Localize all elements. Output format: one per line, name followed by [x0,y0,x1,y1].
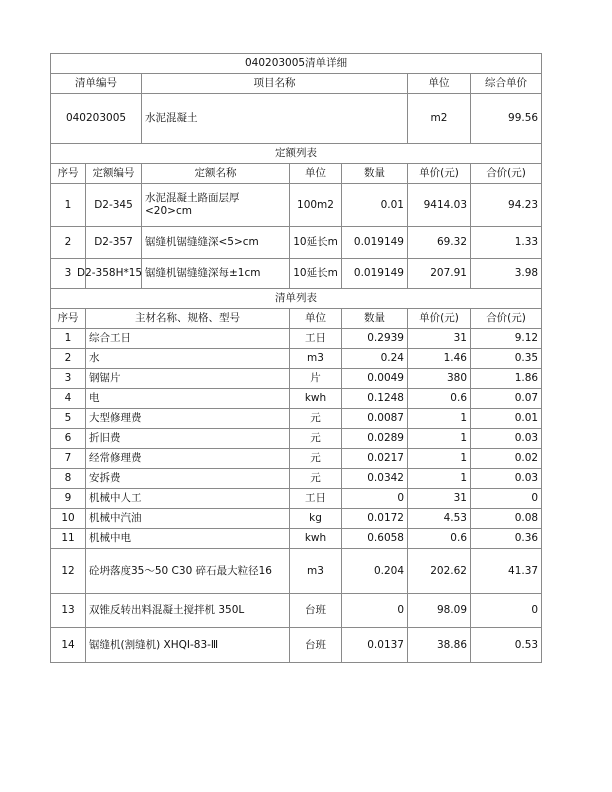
material-qty: 0 [342,489,408,509]
material-header-qty: 数量 [342,309,408,329]
quota-total: 3.98 [471,259,542,289]
material-qty: 0.0217 [342,449,408,469]
material-no: 5 [51,409,86,429]
material-total: 9.12 [471,329,542,349]
material-row [51,329,542,349]
material-qty: 0.0289 [342,429,408,449]
quota-header-total: 合价(元) [471,164,542,184]
material-qty: 0.0087 [342,409,408,429]
material-unit-price: 1 [408,409,471,429]
material-name: 钢锯片 [86,369,290,389]
material-no: 12 [51,549,86,594]
material-unit: 片 [290,369,342,389]
quota-code: D2-357 [86,227,142,259]
material-qty: 0.0342 [342,469,408,489]
material-no: 4 [51,389,86,409]
quota-code: D2-345 [86,184,142,227]
quota-header-no: 序号 [51,164,86,184]
header-item-name: 项目名称 [142,74,408,94]
quota-name: 锯缝机锯缝缝深<5>cm [142,227,290,259]
item-price: 99.56 [471,94,542,144]
material-unit: 台班 [290,628,342,663]
material-unit: kg [290,509,342,529]
material-unit-price: 1 [408,449,471,469]
header-item-price: 综合单价 [471,74,542,94]
quota-row [51,184,542,227]
material-total: 0.08 [471,509,542,529]
material-name: 机械中电 [86,529,290,549]
material-name: 综合工日 [86,329,290,349]
quota-header-qty: 数量 [342,164,408,184]
material-name: 水 [86,349,290,369]
material-total: 0.03 [471,469,542,489]
quota-header-code: 定额编号 [86,164,142,184]
material-unit: 工日 [290,329,342,349]
material-unit: 元 [290,449,342,469]
header-item-code: 清单编号 [51,74,142,94]
material-row [51,529,542,549]
item-unit: m2 [408,94,471,144]
quota-row [51,227,542,259]
material-header-total: 合价(元) [471,309,542,329]
material-unit-price: 202.62 [408,549,471,594]
material-total: 0 [471,594,542,628]
material-row [51,549,542,594]
material-row [51,429,542,449]
material-qty: 0.0137 [342,628,408,663]
quota-unit-price: 9414.03 [408,184,471,227]
quota-no: 3 [51,259,86,289]
material-qty: 0.0172 [342,509,408,529]
material-unit: kwh [290,389,342,409]
quota-qty: 0.019149 [342,227,408,259]
material-qty: 0.6058 [342,529,408,549]
item-code: 040203005 [51,94,142,144]
material-no: 2 [51,349,86,369]
material-unit-price: 0.6 [408,529,471,549]
header-item-unit: 单位 [408,74,471,94]
material-row [51,369,542,389]
quota-unit-price: 207.91 [408,259,471,289]
quota-code: D2-358H*15 [86,259,142,289]
material-unit-price: 31 [408,489,471,509]
material-name: 机械中汽油 [86,509,290,529]
quota-header-name: 定额名称 [142,164,290,184]
item-row [51,94,542,144]
material-unit: 元 [290,469,342,489]
material-unit-price: 98.09 [408,594,471,628]
material-total: 1.86 [471,369,542,389]
material-unit: 元 [290,409,342,429]
quota-qty: 0.019149 [342,259,408,289]
material-total: 0.07 [471,389,542,409]
material-name: 大型修理费 [86,409,290,429]
material-header-no: 序号 [51,309,86,329]
material-total: 0.35 [471,349,542,369]
quota-unit: 10延长m [290,259,342,289]
page-title: 040203005清单详细 [51,54,542,74]
material-qty: 0.0049 [342,369,408,389]
material-name: 砼坍落度35～50 C30 碎石最大粒径16 [86,549,290,594]
quota-header-row [51,164,542,184]
material-qty: 0 [342,594,408,628]
item-header-row [51,74,542,94]
quota-row [51,259,542,289]
material-qty: 0.1248 [342,389,408,409]
material-name: 机械中人工 [86,489,290,509]
material-row [51,594,542,628]
material-row [51,489,542,509]
material-unit-price: 4.53 [408,509,471,529]
material-header-unit-price: 单价(元) [408,309,471,329]
material-qty: 0.2939 [342,329,408,349]
material-no: 10 [51,509,86,529]
quota-name: 锯缝机锯缝缝深每±1cm [142,259,290,289]
material-unit: 台班 [290,594,342,628]
quota-no: 2 [51,227,86,259]
material-no: 3 [51,369,86,389]
material-no: 9 [51,489,86,509]
material-header-row [51,309,542,329]
quota-unit: 100m2 [290,184,342,227]
quota-total: 1.33 [471,227,542,259]
material-unit-price: 31 [408,329,471,349]
quota-section-title: 定额列表 [51,144,542,164]
material-unit-price: 1 [408,469,471,489]
material-name: 折旧费 [86,429,290,449]
quota-unit: 10延长m [290,227,342,259]
material-name: 双锥反转出料混凝土搅拌机 350L [86,594,290,628]
quota-total: 94.23 [471,184,542,227]
material-unit-price: 1 [408,429,471,449]
material-row [51,349,542,369]
material-no: 11 [51,529,86,549]
material-total: 0.36 [471,529,542,549]
quota-section-row [51,144,542,164]
material-unit-price: 380 [408,369,471,389]
material-unit: 工日 [290,489,342,509]
material-name: 经常修理费 [86,449,290,469]
material-no: 7 [51,449,86,469]
title-row [51,54,542,74]
material-total: 0.02 [471,449,542,469]
material-no: 1 [51,329,86,349]
material-row [51,409,542,429]
material-section-row [51,289,542,309]
quota-qty: 0.01 [342,184,408,227]
quota-no: 1 [51,184,86,227]
material-no: 14 [51,628,86,663]
material-qty: 0.24 [342,349,408,369]
material-name: 电 [86,389,290,409]
quota-unit-price: 69.32 [408,227,471,259]
material-row [51,469,542,489]
material-no: 13 [51,594,86,628]
material-total: 0.01 [471,409,542,429]
material-section-title: 清单列表 [51,289,542,309]
material-total: 0.53 [471,628,542,663]
material-total: 0 [471,489,542,509]
material-unit-price: 1.46 [408,349,471,369]
material-unit: kwh [290,529,342,549]
material-row [51,509,542,529]
material-unit: 元 [290,429,342,449]
quota-header-unit-price: 单价(元) [408,164,471,184]
material-total: 41.37 [471,549,542,594]
material-row [51,628,542,663]
material-unit-price: 38.86 [408,628,471,663]
material-unit: m3 [290,349,342,369]
material-header-name: 主材名称、规格、型号 [86,309,290,329]
material-unit: m3 [290,549,342,594]
item-name: 水泥混凝土 [142,94,408,144]
material-no: 8 [51,469,86,489]
bill-detail-table [50,53,542,663]
material-no: 6 [51,429,86,449]
material-name: 安拆费 [86,469,290,489]
material-header-unit: 单位 [290,309,342,329]
material-name: 锯缝机(割缝机) XHQI-83-Ⅲ [86,628,290,663]
quota-name: 水泥混凝土路面层厚<20>cm [142,184,290,227]
material-row [51,389,542,409]
material-row [51,449,542,469]
material-qty: 0.204 [342,549,408,594]
material-unit-price: 0.6 [408,389,471,409]
quota-header-unit: 单位 [290,164,342,184]
material-total: 0.03 [471,429,542,449]
